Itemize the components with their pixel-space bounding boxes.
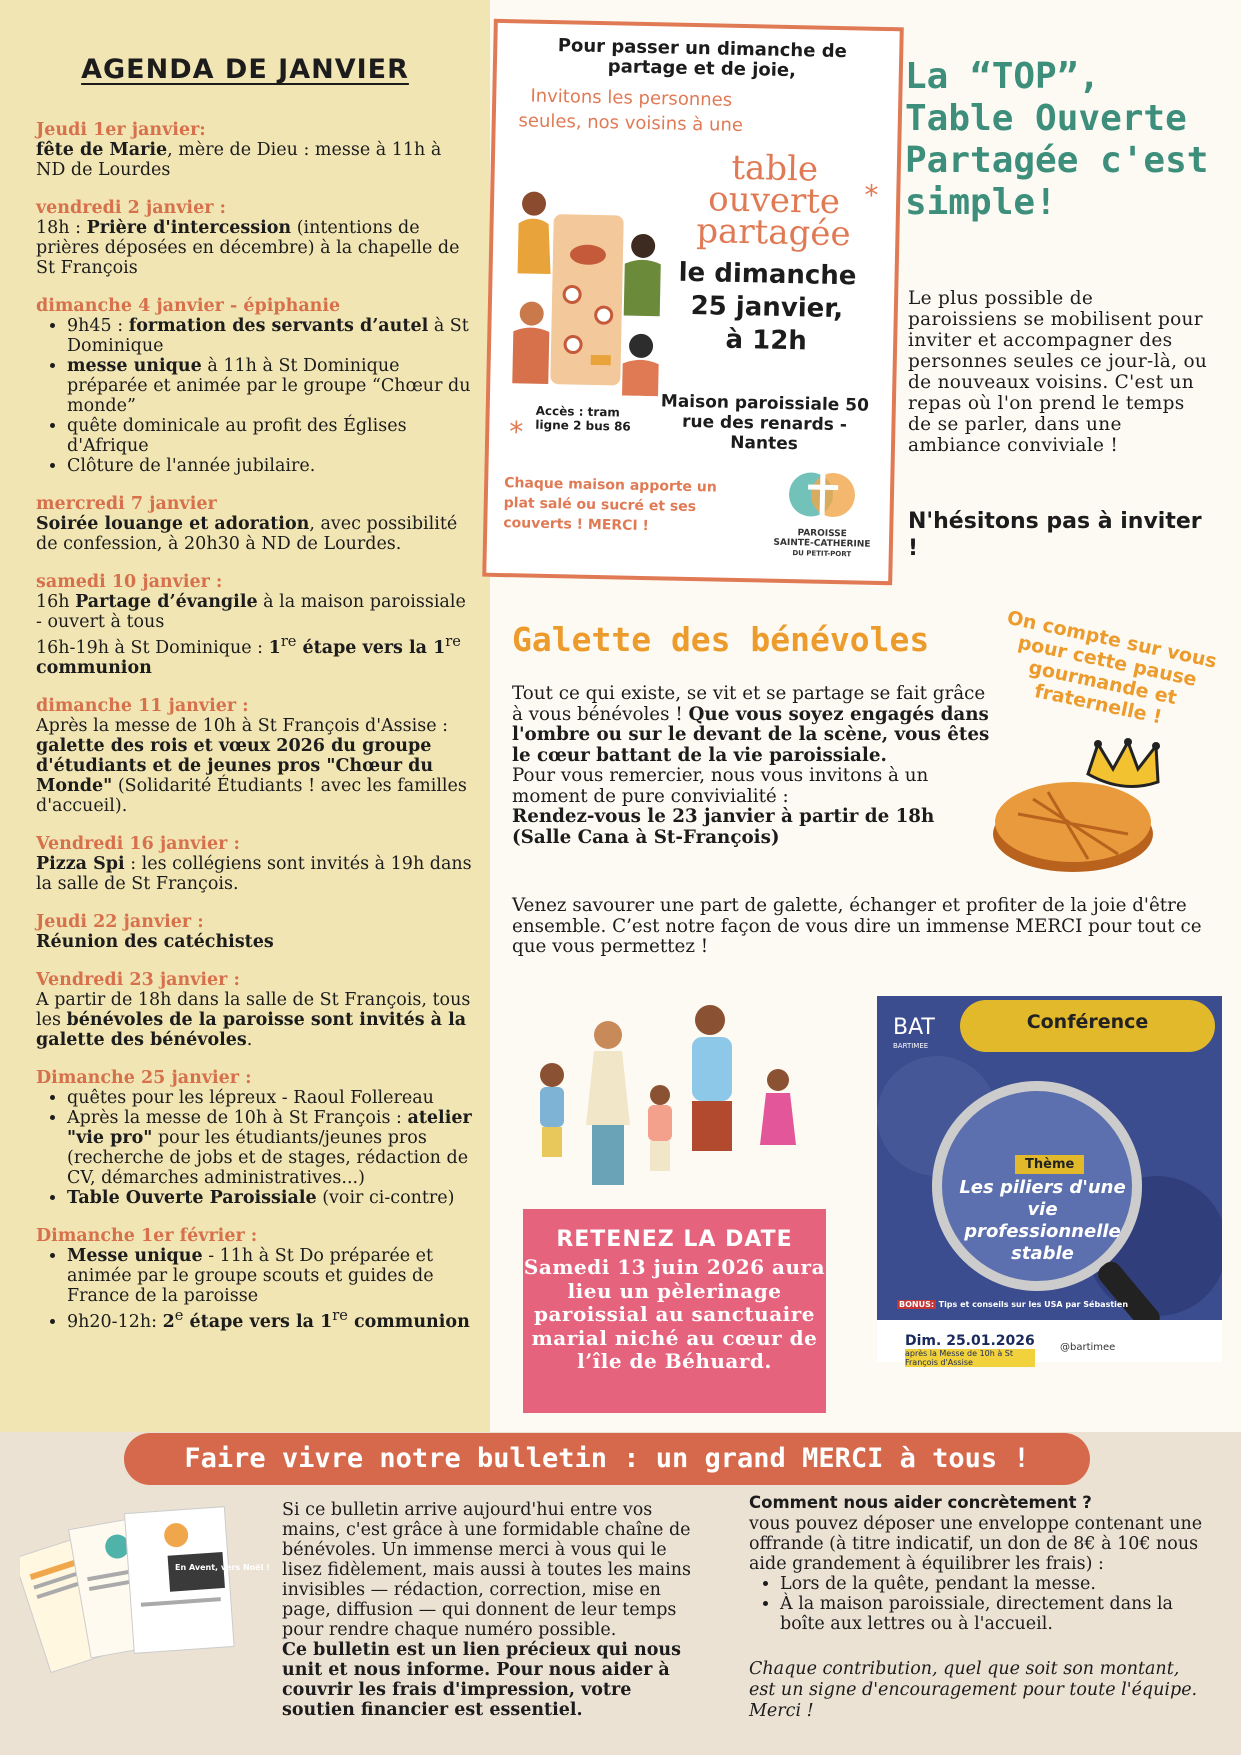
event-text: 18h : Prière d'intercession (intentions de prières déposées en décembre) à la chapelle de St François <box>36 218 460 278</box>
event-list <box>36 1088 476 1208</box>
event-text: fête de Marie, mère de Dieu : messe à 11h à ND de Lourdes <box>36 140 442 180</box>
merci-banner: Faire vivre notre bulletin : un grand MERCI à tous ! <box>124 1433 1090 1485</box>
list-item: • messe unique à 11h à St Dominique préparée et animée par le groupe “Chœur du monde” <box>67 356 476 416</box>
people-at-table-illustration <box>510 183 664 396</box>
galette-text: Tout ce qui existe, se vit et se partage se fait grâce à vous bénévoles ! Que vous soyez engagés dans l'ombre ou sur le devant de la scène, vous êtes le cœur battant de la vie paroissiale. Pour vous remercier, nous vous invitons à un moment de pure convivialité : Rendez-vous le 23 janvier à partir de 18h (Salle Cana à St-François) <box>512 683 990 848</box>
agenda-event <box>36 1226 476 1332</box>
agenda-event <box>36 1068 476 1208</box>
agenda-event <box>36 696 476 816</box>
agenda-event <box>36 970 476 1050</box>
list-item: • À la maison paroissiale, directement dans la boîte aux lettres ou à l'accueil. <box>780 1594 1209 1634</box>
event-date: Jeudi 1er janvier: <box>36 120 206 140</box>
poster-address: Maison paroissiale 50 rue des renards - Nantes <box>660 391 870 455</box>
poster-intro: Pour passer un dimanche de partage et de joie, <box>557 35 848 82</box>
aid-question: Comment nous aider concrètement ? <box>749 1493 1092 1512</box>
parish-cross-icon <box>782 464 863 526</box>
event-date: mercredi 7 janvier <box>36 494 217 514</box>
bartimee-logo: BAT <box>893 1015 935 1040</box>
event-date: vendredi 2 janvier : <box>36 198 226 218</box>
galette-badge: On compte sur vous pour cette pause gourmande et fraternelle ! <box>1005 606 1219 729</box>
event-text: 16h Partage d’évangile à la maison paroissiale - ouvert à tous <box>36 592 466 632</box>
agenda-event <box>36 912 476 952</box>
event-date: dimanche 11 janvier : <box>36 695 249 716</box>
event-date: samedi 10 janvier : <box>36 572 223 592</box>
save-the-date-heading: RETENEZ LA DATE <box>556 1227 793 1252</box>
bulletin-thumbnails <box>20 1500 270 1680</box>
family-illustration <box>520 995 820 1235</box>
agenda-event <box>36 120 476 180</box>
poster-date: le dimanche 25 janvier, à 12h <box>678 257 857 357</box>
conference-tab: Conférence <box>960 1000 1215 1052</box>
poster-access: Accès : tram ligne 2 bus 86 <box>535 403 631 434</box>
poster-headline: table ouverte partagée <box>695 147 851 255</box>
galette-crown-illustration <box>988 734 1178 876</box>
event-date: Vendredi 16 janvier : <box>36 833 240 854</box>
conference-social: @bartimee <box>1060 1342 1116 1353</box>
list-item: • quêtes pour les lépreux - Raoul Follereau <box>67 1088 476 1108</box>
bartimee-logo-sub: BARTIMEE <box>893 1042 929 1050</box>
aid-text: vous pouvez déposer une enveloppe contenant une offrande (à titre indicatif, un don de 8€ à 10€ nous aide grandement à équilibrer les frais) : • Lors de la quête, pendant la messe. • À la maison paroissiale, directement dans la boîte aux lettres ou à l'accueil. <box>749 1514 1209 1634</box>
event-text: Pizza Spi : les collégiens sont invités à 19h dans la salle de St François. <box>36 853 472 894</box>
event-text: A partir de 18h dans la salle de St François, tous les bénévoles de la paroisse sont invités à la galette des bénévoles. <box>36 989 471 1050</box>
top-description: Le plus possible de paroissiens se mobilisent pour inviter et accompagner des personnes seules ce jour-là, ou de nouveaux voisins. C'est un repas où l'on prend le temps de se parler, dans une ambiance conviviale ! <box>908 288 1208 456</box>
conference-title: Les piliers d'une vie professionnelle stable <box>959 1177 1126 1264</box>
event-list <box>36 316 476 476</box>
agenda-event <box>36 494 476 554</box>
event-date: dimanche 4 janvier - épiphanie <box>36 296 341 316</box>
list-item: • quête dominicale au profit des Églises d'Afrique <box>67 416 476 456</box>
list-item: • 9h45 : formation des servants d’autel à St Dominique <box>67 316 476 356</box>
event-text: Après la messe de 10h à St François d'Assise : galette des rois et vœux 2026 du groupe d'étudiants et de jeunes pros "Chœur du Monde" (Solidarité Étudiants ! avec les familles d'accueil). <box>36 715 467 816</box>
parish-logo: PAROISSE SAINTE-CATHERINE DU PETIT-PORT <box>772 464 874 560</box>
galette-closing: Venez savourer une part de galette, échanger et profiter de la joie d'être ensemble. C’est notre façon de vous dire un immense MERCI pour tout ce que vous permettez ! <box>512 895 1202 957</box>
top-title: La “TOP”, Table Ouverte Partagée c'est simple! <box>905 56 1209 223</box>
event-date: Dimanche 1er février : <box>36 1225 258 1246</box>
star-icon: * <box>863 178 879 212</box>
event-date: Vendredi 23 janvier : <box>36 969 240 990</box>
list-item: • Clôture de l'année jubilaire. <box>67 456 476 476</box>
galette-title: Galette des bénévoles <box>512 620 930 659</box>
list-item: • Lors de la quête, pendant la messe. <box>780 1574 1209 1594</box>
conference-bonus: BONUS: Tips et conseils sur les USA par Sébastien <box>899 1300 1129 1309</box>
thumbnail-caption: En Avent, vers Noël ! <box>175 1563 270 1572</box>
poster-invite: Invitons les personnes seules, nos voisins à une <box>518 85 744 137</box>
event-text: 16h-19h à St Dominique : 1re étape vers la 1re communion <box>36 633 461 678</box>
event-list <box>36 1246 476 1332</box>
agenda-event <box>36 572 476 678</box>
top-call-to-action: N'hésitons pas à inviter ! <box>908 509 1202 561</box>
list-item: • Messe unique - 11h à St Do préparée et animée par le groupe scouts et guides de France de la paroisse <box>67 1246 476 1306</box>
conference-date: Dim. 25.01.2026 après la Messe de 10h à St François d'Assise <box>905 1333 1035 1367</box>
poster-bring-dish: Chaque maison apporte un plat salé ou sucré et ses couverts ! MERCI ! <box>503 475 717 535</box>
agenda-event <box>36 296 476 476</box>
aid-footer: Chaque contribution, quel que soit son montant, est un signe d'encouragement pour toute l'équipe. Merci ! <box>749 1659 1198 1721</box>
agenda-event <box>36 834 476 894</box>
top-poster <box>482 19 904 585</box>
agenda-title: AGENDA DE JANVIER <box>81 54 409 85</box>
save-the-date-box <box>523 1209 826 1413</box>
save-the-date-text: Samedi 13 juin 2026 aura lieu un pèlerinage paroissial au sanctuaire marial niché au cœur de l’île de Béhuard. <box>523 1255 826 1373</box>
agenda-event <box>36 198 476 278</box>
event-text: Soirée louange et adoration, avec possibilité de confession, à 20h30 à ND de Lourdes. <box>36 514 458 554</box>
star-icon: * <box>508 415 524 449</box>
agenda-list <box>36 120 476 1350</box>
list-item: • Après la messe de 10h à St François : atelier "vie pro" pour les étudiants/jeunes pros (recherche de jobs et de stages, rédaction de CV, démarches administratives...) <box>67 1108 476 1188</box>
event-date: Jeudi 22 janvier : <box>36 911 204 932</box>
conference-theme-label: Thème <box>1015 1155 1084 1174</box>
bulletin-thanks-text: Si ce bulletin arrive aujourd'hui entre vos mains, c'est grâce à une formidable chaîne de bénévoles. Un immense merci à vous qui le lisez fidèlement, mais aussi à toutes les mains invisibles — rédaction, correction, mise en page, diffusion — qui donnent de leur temps pour rendre chaque numéro possible. Ce bulletin est un lien précieux qui nous unit et nous informe. Pour nous aider à couvrir les frais d'impression, votre soutien financier est essentiel. <box>282 1500 692 1720</box>
list-item: • 9h20-12h: 2e étape vers la 1re communion <box>67 1306 476 1332</box>
event-date: Dimanche 25 janvier : <box>36 1067 252 1088</box>
list-item: • Table Ouverte Paroissiale (voir ci-contre) <box>67 1188 476 1208</box>
event-text: Réunion des catéchistes <box>36 931 274 952</box>
